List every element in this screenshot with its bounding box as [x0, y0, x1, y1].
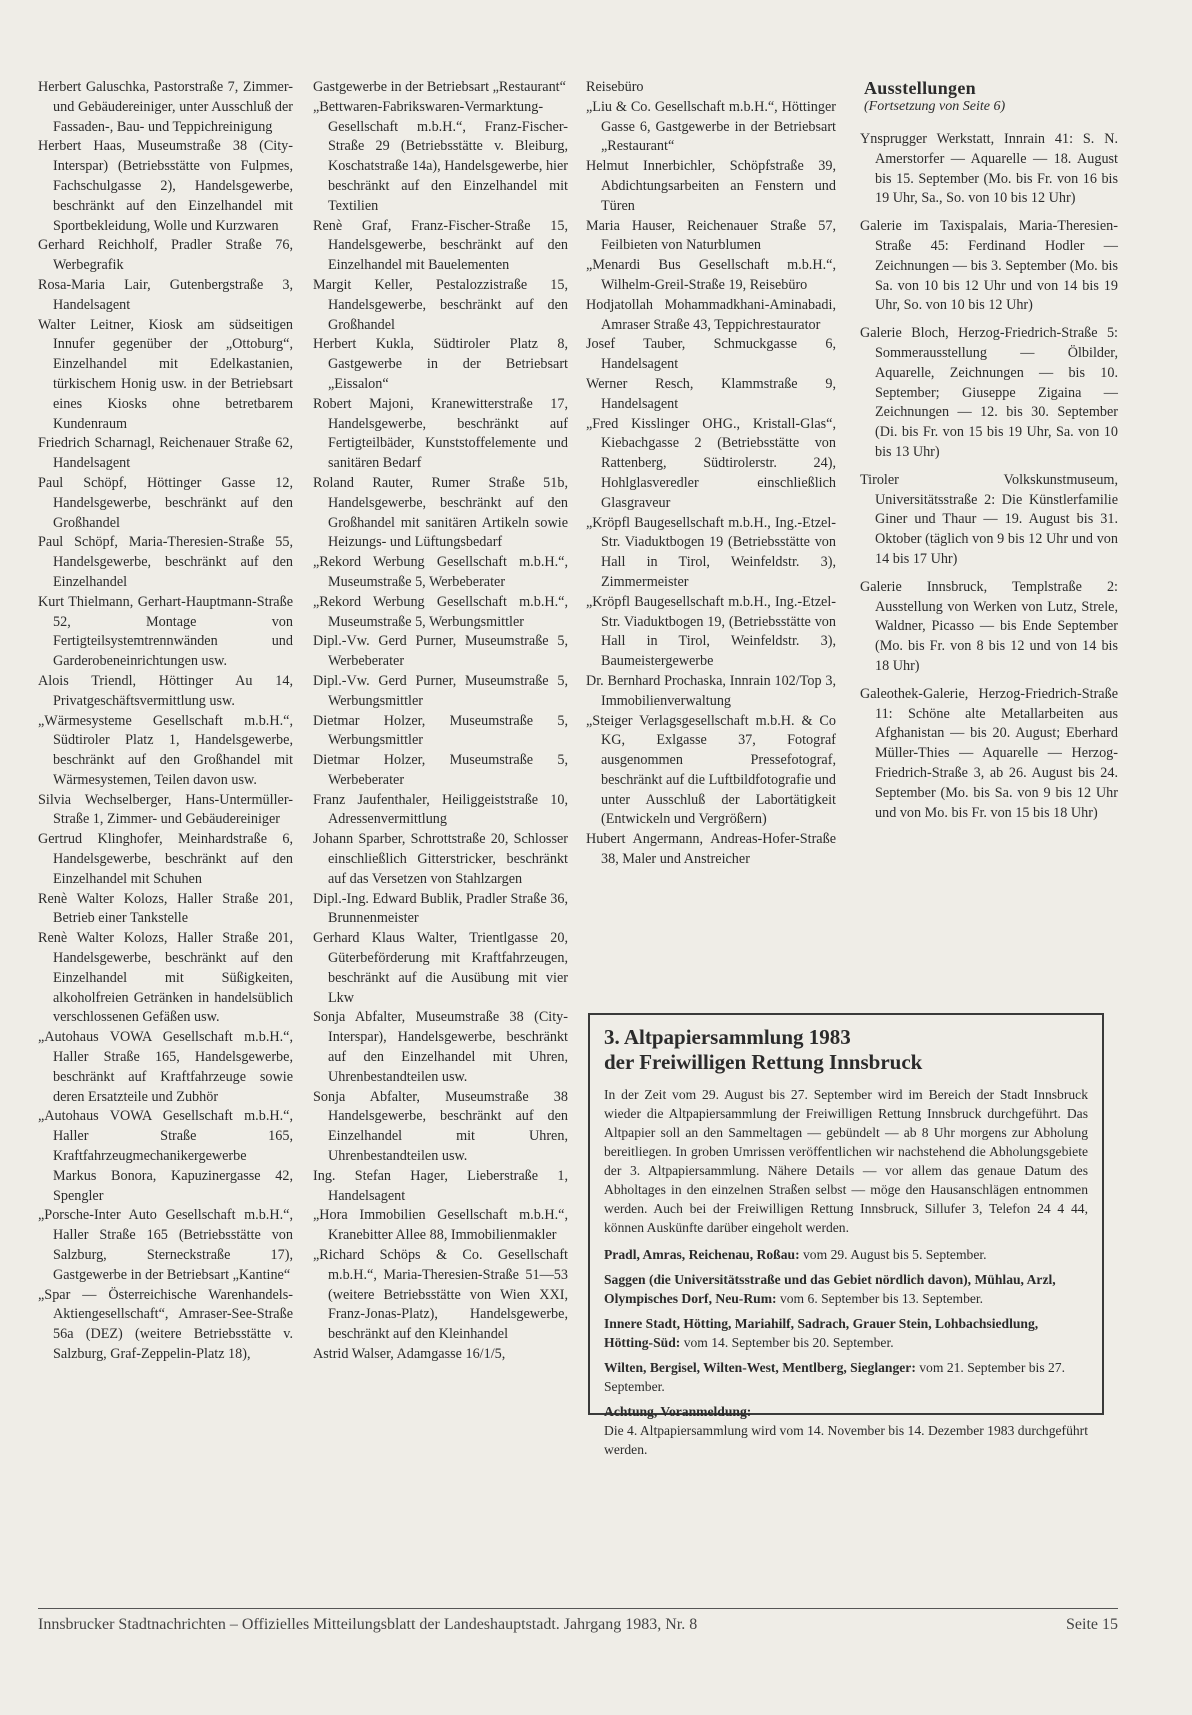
business-registration-entry: Dietmar Holzer, Museumstraße 5, Werbeberater [313, 752, 568, 788]
business-registration-entry: Margit Keller, Pestalozzistraße 15, Handelsgewerbe, beschränkt auf den Großhandel [313, 276, 568, 333]
business-registration-entry: Robert Majoni, Kranewitterstraße 17, Handelsgewerbe, beschränkt auf Fertigteilbäder, Kunststoffelemente und sanitären Bedarf [313, 395, 568, 472]
business-registration-entry: Ing. Stefan Hager, Lieberstraße 1, Handelsagent [313, 1167, 568, 1204]
exhibition-entry: Galeothek-Galerie, Herzog-Friedrich-Straße 11: Schöne alte Metallarbeiten aus Afghanistan — bis 20. August; Eberhard Müller-Thies — Aquarelle — Herzog-Friedrich-Straße 3, ab 26. August bis 24. September (Mo. bis Sa. von 9 bis 12 Uhr und von Mo. bis Fr. von 15 bis 18 Uhr) [860, 685, 1118, 821]
district-dates: vom 6. September bis 13. September. [776, 1291, 984, 1306]
business-registration-entry: Walter Leitner, Kiosk am südseitigen Innufer gegenüber der „Ottoburg“, Einzelhandel mit Edelkastanien, türkischem Honig usw. in der Betriebsart eines Kiosks ohne betretbarem Kundenraum [38, 316, 293, 432]
district-dates: vom 21. September bis 27. September. [604, 1360, 1065, 1394]
district-areas: Innere Stadt, Hötting, Mariahilf, Sadrach, Grauer Stein, Lohbachsiedlung, Hötting-Süd: [604, 1316, 1039, 1350]
business-registration-entry: Renè Walter Kolozs, Haller Straße 201, Betrieb einer Tankstelle [38, 890, 293, 927]
business-registration-entry: Paul Schöpf, Maria-Theresien-Straße 55, Handelsgewerbe, beschränkt auf den Einzelhandel [38, 534, 293, 590]
exhibitions-title: Ausstellungen [864, 78, 976, 98]
business-registration-entry: Friedrich Scharnagl, Reichenauer Straße 62, Handelsagent [38, 435, 293, 472]
exhibition-entry: Tiroler Volkskunstmuseum, Universitätsstraße 2: Die Künstlerfamilie Giner und Thaur — 19. August bis 31. Oktober (täglich von 9 bis 12 Uhr und von 14 bis 17 Uhr) [860, 471, 1118, 567]
business-registration-entry: „Spar — Österreichische Warenhandels-Aktiengesellschaft“, Amraser-See-Straße 56a (DEZ) (weitere Betriebsstätte v. Salzburg, Graf-Zeppelin-Platz 18), [38, 1286, 293, 1362]
business-registration-entry: Paul Schöpf, Höttinger Gasse 12, Handelsgewerbe, beschränkt auf den Großhandel [38, 474, 293, 531]
business-registration-entry: Alois Triendl, Höttinger Au 14, Privatgeschäftsvermittlung usw. [38, 672, 293, 709]
listing-column-3 [586, 78, 836, 870]
business-registration-entry: Johann Sparber, Schrottstraße 20, Schlosser einschließlich Gitterstricker, beschränkt auf das Versetzen von Stahlzargen [313, 831, 568, 887]
business-registration-entry: Renè Graf, Franz-Fischer-Straße 15, Handelsgewerbe, beschränkt auf den Einzelhandel mit Bauelementen [313, 217, 568, 274]
page-footer [38, 1608, 1118, 1635]
business-registration-entry: „Menardi Bus Gesellschaft m.b.H.“, Wilhelm-Greil-Straße 19, Reisebüro [586, 257, 836, 293]
business-registration-entry: Franz Jaufenthaler, Heiliggeiststraße 10, Adressenvermittlung [313, 791, 568, 828]
business-registration-entry: Helmut Innerbichler, Schöpfstraße 39, Abdichtungsarbeiten an Fenstern und Türen [586, 158, 836, 214]
business-registration-entry: „Fred Kisslinger OHG., Kristall-Glas“, Kiebachgasse 2 (Betriebsstätte von Rattenberg, Südtirolerstr. 24), Hohlglasveredler einschließlich Glasgraveur [586, 415, 836, 511]
business-registration-entry: Gerhard Reichholf, Pradler Straße 76, Werbegrafik [38, 237, 293, 274]
district-dates: vom 14. September bis 20. September. [680, 1335, 894, 1350]
exhibition-entry: Galerie Innsbruck, Templstraße 2: Ausstellung von Werken von Lutz, Strele, Waldner, Picasso — bis Ende September (Mo. bis Fr. von 8 bis 12 und von 14 bis 18 Uhr) [860, 578, 1118, 674]
business-registration-entry: Gertrud Klinghofer, Meinhardstraße 6, Handelsgewerbe, beschränkt auf den Einzelhandel mit Schuhen [38, 831, 293, 887]
business-registration-entry: „Kröpfl Baugesellschaft m.b.H., Ing.-Etzel-Str. Viaduktbogen 19, (Betriebsstätte von Hall in Tirol, Weinfeldstr. 3), Baumeistergewerbe [586, 593, 836, 670]
business-registration-entry: „Rekord Werbung Gesellschaft m.b.H.“, Museumstraße 5, Werbeberater [313, 554, 568, 590]
business-registration-entry: „Autohaus VOWA Gesellschaft m.b.H.“, Haller Straße 165, Kraftfahrzeugmechanikergewerbe Markus Bonora, Kapuzinergasse 42, Spengler [38, 1108, 293, 1204]
business-registration-entry: „Rekord Werbung Gesellschaft m.b.H.“, Museumstraße 5, Werbungsmittler [313, 593, 568, 630]
business-registration-entry: Werner Resch, Klammstraße 9, Handelsagent [586, 375, 836, 412]
business-registration-entry: Hubert Angermann, Andreas-Hofer-Straße 38, Maler und Anstreicher [586, 831, 836, 868]
business-registration-entry: Josef Tauber, Schmuckgasse 6, Handelsagent [586, 336, 836, 373]
exhibitions-subtitle: (Fortsetzung von Seite 6) [864, 99, 1006, 114]
district-areas: Saggen (die Universitätsstraße und das Gebiet nördlich davon), Mühlau, Arzl, Olympisches Dorf, Neu-Rum: [604, 1272, 1056, 1306]
business-registration-entry: Sonja Abfalter, Museumstraße 38 Handelsgewerbe, beschränkt auf den Einzelhandel mit Uhren, Uhrenbestandteilen usw. [313, 1088, 568, 1165]
listing-column-1 [38, 78, 293, 1365]
business-registration-entry: Herbert Kukla, Südtiroler Platz 8, Gastgewerbe in der Betriebsart „Eissalon“ [313, 336, 568, 392]
notice-preannouncement [604, 1402, 1088, 1459]
business-registration-entry: Herbert Haas, Museumstraße 38 (City-Interspar) (Betriebsstätte von Fulpmes, Fachschulgasse 2), Handelsgewerbe, beschränkt auf den Einzelhandel mit Sportbekleidung, Wolle und Kurzwaren [38, 138, 293, 234]
collection-district [604, 1245, 1088, 1264]
business-registration-entry: Roland Rauter, Rumer Straße 51b, Handelsgewerbe, beschränkt auf den Großhandel mit sanitären Artikeln sowie Heizungs- und Lüftungsbedarf [313, 474, 568, 551]
business-registration-entry: Astrid Walser, Adamgasse 16/1/5, [313, 1346, 506, 1362]
business-registration-entry: Dipl.-Ing. Edward Bublik, Pradler Straße 36, Brunnenmeister [313, 890, 568, 927]
business-registration-entry: Dipl.-Vw. Gerd Purner, Museumstraße 5, Werbungsmittler [313, 672, 568, 709]
business-registration-entry: Dipl.-Vw. Gerd Purner, Museumstraße 5, Werbeberater [313, 633, 568, 670]
business-registration-entry: „Bettwaren-Fabrikswaren-Vermarktung-Gesellschaft m.b.H.“, Franz-Fischer-Straße 29 (Betriebsstätte v. Bleiburg, Koschatstraße 14a), Handelsgewerbe, hier beschränkt auf den Einzelhandel mit Textilien [313, 98, 568, 214]
business-registration-entry: „Wärmesysteme Gesellschaft m.b.H.“, Südtiroler Platz 1, Handelsgewerbe, beschränkt auf den Großhandel mit Wärmesystemen, Teilen davon usw. [38, 712, 293, 788]
business-registration-entry: Renè Walter Kolozs, Haller Straße 201, Handelsgewerbe, beschränkt auf den Einzelhandel mit Süßigkeiten, alkoholfreien Getränken in handelsüblich verschlossenen Gefäßen usw. [38, 930, 293, 1026]
page-number: Seite 15 [1066, 1616, 1118, 1633]
business-registration-entry: Dr. Bernhard Prochaska, Innrain 102/Top 3, Immobilienverwaltung [586, 672, 836, 709]
collection-district [604, 1358, 1088, 1396]
exhibition-entry: Ynsprugger Werkstatt, Innrain 41: S. N. Amerstorfer — Aquarelle — 18. August bis 15. September (Mo. bis Fr. von 16 bis 19 Uhr, Sa., So. von 10 bis 12 Uhr) [860, 131, 1118, 207]
business-registration-entry: Maria Hauser, Reichenauer Straße 57, Feilbieten von Naturblumen [586, 217, 836, 254]
notice-title-line-2: der Freiwilligen Rettung Innsbruck [604, 1050, 923, 1074]
exhibition-entry: Galerie im Taxispalais, Maria-Theresien-Straße 45: Ferdinand Hodler — Zeichnungen — bis 3. September (Mo. bis Sa. von 10 bis 12 Uhr und von 14 bis 19 Uhr, So. von 10 bis 12 Uhr) [860, 218, 1118, 314]
business-registration-entry: „Kröpfl Baugesellschaft m.b.H., Ing.-Etzel-Str. Viaduktbogen 19 (Betriebsstätte von Hall in Tirol, Weinfeldstr. 3), Zimmermeister [586, 514, 836, 590]
business-registration-entry: „Porsche-Inter Auto Gesellschaft m.b.H.“, Haller Straße 165 (Betriebsstätte von Salzburg, Sterneckstraße 17), Gastgewerbe in der Betriebsart „Kantine“ [38, 1207, 293, 1283]
exhibition-entry: Galerie Bloch, Herzog-Friedrich-Straße 5: Sommerausstellung — Ölbilder, Aquarelle, Zeichnungen — bis 10. September; Giuseppe Zigaina — Zeichnungen — 12. bis 30. September (Di. bis Fr. von 15 bis 19 Uhr, Sa. von 10 bis 13 Uhr) [860, 325, 1118, 460]
district-list [604, 1245, 1088, 1396]
business-registration-entry: „Steiger Verlagsgesellschaft m.b.H. & Co KG, Exlgasse 37, Fotograf ausgenommen Pressefotograf, beschränkt auf die Luftbildfotografie und unter Ausschluß der Labortätigkeit (Entwickeln und Vergrößern) [586, 712, 836, 828]
business-registration-entry: Gerhard Klaus Walter, Trientlgasse 20, Güterbeförderung mit Kraftfahrzeugen, beschränkt auf die Ausübung mit vier Lkw [313, 930, 568, 1006]
altpapier-notice-box [588, 1013, 1104, 1457]
business-registration-entry: Sonja Abfalter, Museumstraße 38 (City-Interspar), Handelsgewerbe, beschränkt auf den Einzelhandel mit Uhren, Uhrenbestandteilen usw. [313, 1009, 568, 1085]
collection-district [604, 1314, 1088, 1352]
business-registration-entry: Gastgewerbe in der Betriebsart „Restaurant“ [313, 79, 566, 95]
exhibitions-column [860, 78, 1118, 831]
notice-title-line-1: 3. Altpapiersammlung 1983 [604, 1025, 851, 1049]
business-registration-entry: „Hora Immobilien Gesellschaft m.b.H.“, Kranebitter Allee 88, Immobilienmakler [313, 1207, 568, 1244]
business-registration-entry: Kurt Thielmann, Gerhart-Hauptmann-Straße 52, Montage von Fertigteilsystemtrennwänden und Garderobeneinrichtungen usw. [38, 593, 293, 670]
business-registration-entry: „Autohaus VOWA Gesellschaft m.b.H.“, Haller Straße 165, Handelsgewerbe, beschränkt auf Kraftfahrzeuge sowie deren Ersatzteile und Zubhör [38, 1029, 293, 1105]
district-areas: Wilten, Bergisel, Wilten-West, Mentlberg, Sieglanger: [604, 1360, 916, 1375]
business-registration-entry: Silvia Wechselberger, Hans-Untermüller-Straße 1, Zimmer- und Gebäudereiniger [38, 791, 293, 828]
notice-preannouncement-text: Die 4. Altpapiersammlung wird vom 14. November bis 14. Dezember 1983 durchgeführt werden. [604, 1423, 1088, 1457]
business-registration-entry: Reisebüro [586, 79, 644, 95]
district-dates: vom 29. August bis 5. September. [799, 1247, 987, 1262]
business-registration-entry: Herbert Galuschka, Pastorstraße 7, Zimmer- und Gebäudereiniger, unter Ausschluß der Fassaden-, Bau- und Teppichreinigung [38, 79, 293, 135]
business-registration-entry: „Richard Schöps & Co. Gesellschaft m.b.H.“, Maria-Theresien-Straße 51—53 (weitere Betriebsstätte von Wien XXI, Franz-Jonas-Platz), Handelsgewerbe, beschränkt auf den Kleinhandel [313, 1247, 568, 1343]
business-registration-entry: Dietmar Holzer, Museumstraße 5, Werbungsmittler [313, 712, 568, 749]
business-registration-entry: Rosa-Maria Lair, Gutenbergstraße 3, Handelsagent [38, 276, 293, 313]
business-registration-entry: Hodjatollah Mohammadkhani-Aminabadi, Amraser Straße 43, Teppichrestaurator [586, 296, 836, 333]
notice-title [604, 1025, 1088, 1075]
notice-intro: In der Zeit vom 29. August bis 27. September wird im Bereich der Stadt Innsbruck wieder die Altpapiersammlung der Freiwilligen Rettung Innsbruck durchgeführt. Das Altpapier soll an den Sammeltagen — gebündelt — ab 8 Uhr morgens zur Abholung bereitliegen. In groben Umrissen veröffentlichen wir nachstehend die Abholungsgebiete der 3. Altpapiersammlung. Nähere Details — vor allem das genaue Datum des Abholtages in den einzelnen Straßen selbst — möge den Hausanschlägen entnommen werden. Auch bei der Freiwilligen Rettung Innsbruck, Sillufer 3, Telefon 24 4 44, können Auskünfte darüber eingeholt werden. [604, 1087, 1088, 1235]
district-areas: Pradl, Amras, Reichenau, Roßau: [604, 1247, 800, 1262]
business-registration-entry: „Liu & Co. Gesellschaft m.b.H.“, Höttinger Gasse 6, Gastgewerbe in der Betriebsart „Restaurant“ [586, 98, 836, 155]
listing-column-2 [313, 78, 568, 1365]
notice-preannouncement-title: Achtung, Voranmeldung: [604, 1404, 752, 1419]
collection-district [604, 1270, 1088, 1308]
exhibitions-list [860, 130, 1118, 823]
footer-publication: Innsbrucker Stadtnachrichten – Offizielles Mitteilungsblatt der Landeshauptstadt. Jahrgang 1983, Nr. 8 [38, 1616, 698, 1633]
